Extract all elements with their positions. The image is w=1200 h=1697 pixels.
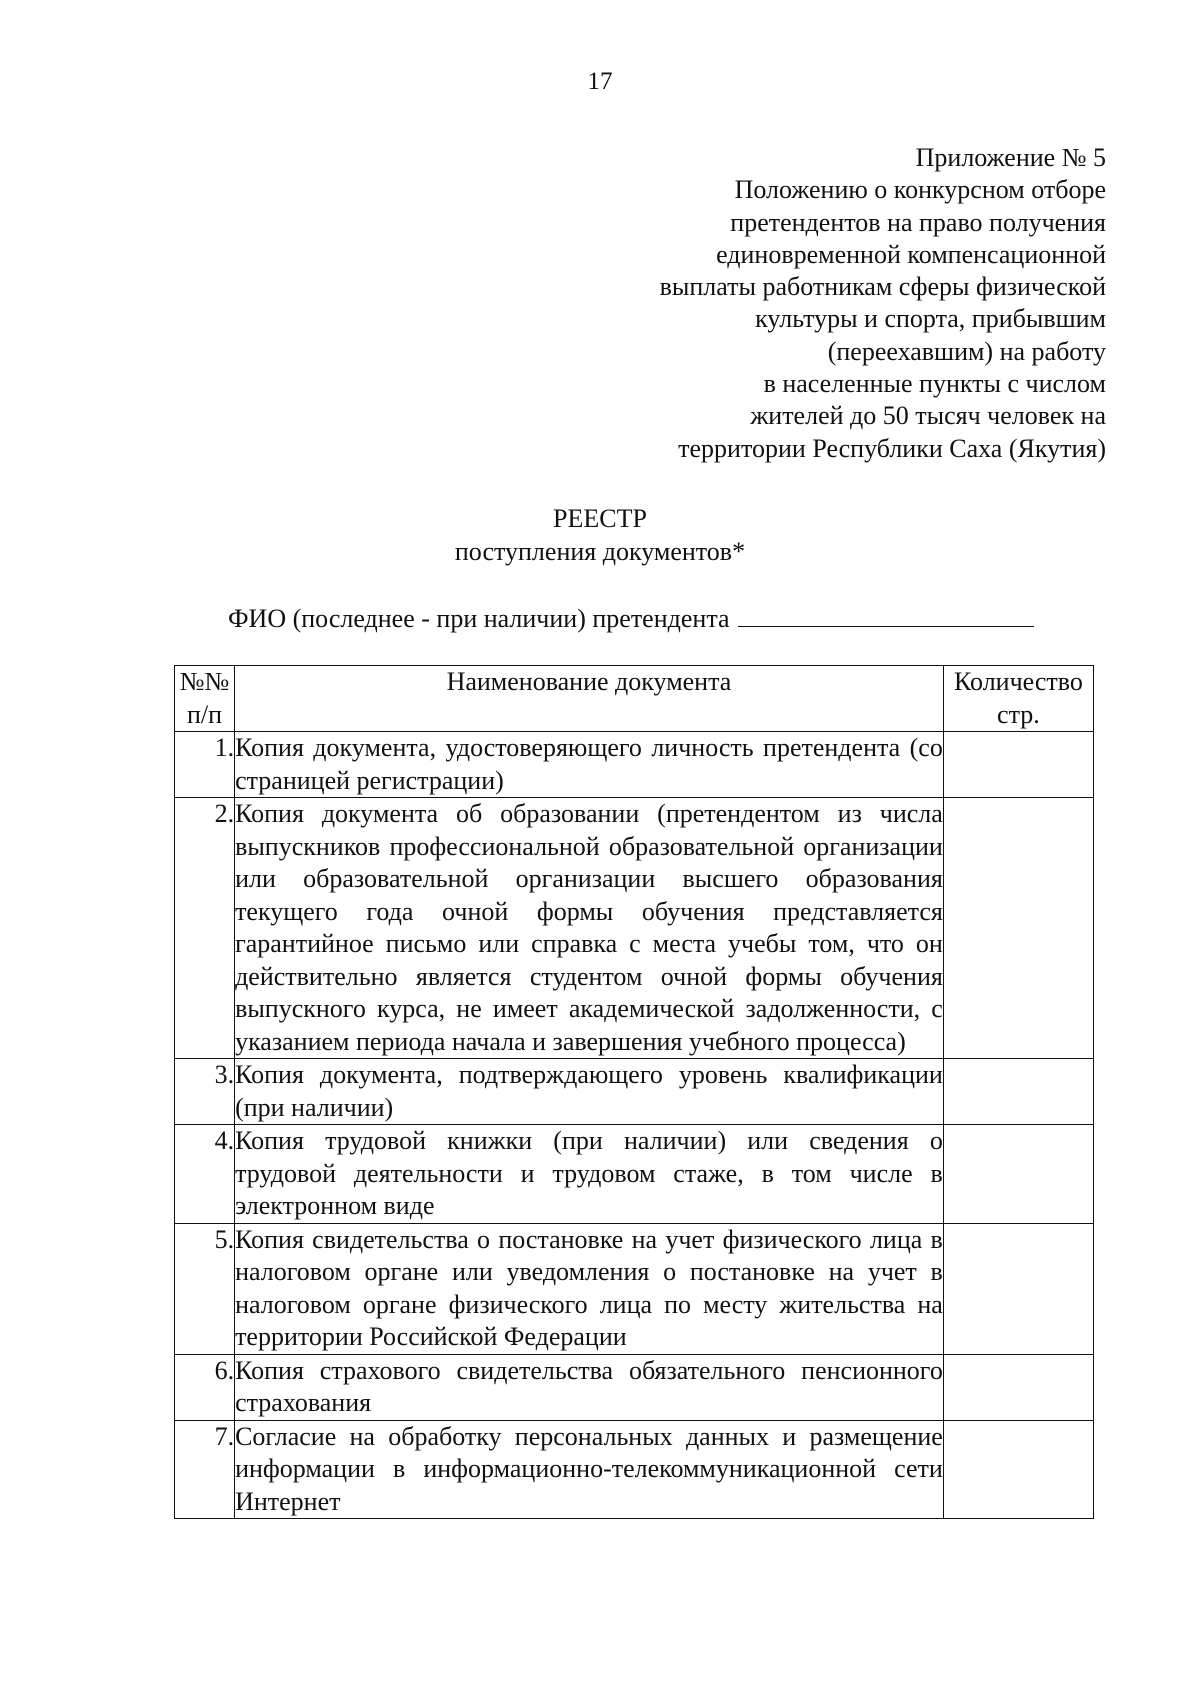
row-num: 5. — [175, 1223, 235, 1354]
registry-title: РЕЕСТР — [553, 504, 647, 533]
fio-row — [228, 602, 1034, 635]
table-header-row — [175, 666, 1094, 732]
row-document-name: Копия документа об образовании (претендентом из числа выпускников профессиональной образовательной организации или образовательной организации высшего образования текущего года очной формы обучения представляется гарантийное письмо или справка с места учебы том, что он действительно является студентом очной формы обучения выпускного курса, не имеет академической задолженности, с указанием периода начала и завершения учебного процесса) — [235, 798, 944, 1059]
row-page-count[interactable] — [943, 1223, 1093, 1354]
page-number: 17 — [587, 68, 613, 95]
row-document-name: Согласие на обработку персональных данных и размещение информации в информационно-телекоммуникационной сети Интернет — [235, 1420, 944, 1519]
documents-table — [174, 665, 1094, 1519]
row-document-name: Копия документа, подтверждающего уровень квалификации (при наличии) — [235, 1059, 944, 1125]
row-document-name: Копия трудовой книжки (при наличии) или сведения о трудовой деятельности и трудовом стаже, в том числе в электронном виде — [235, 1125, 944, 1224]
row-page-count[interactable] — [943, 798, 1093, 1059]
appendix-line: жителей до 50 тысяч человек на — [750, 401, 1106, 431]
header-name: Наименование документа — [235, 666, 944, 732]
row-document-name: Копия страхового свидетельства обязательного пенсионного страхования — [235, 1354, 944, 1420]
row-num: 4. — [175, 1125, 235, 1224]
appendix-line: выплаты работникам сферы физической — [659, 272, 1106, 302]
row-page-count[interactable] — [943, 1354, 1093, 1420]
row-page-count[interactable] — [943, 1420, 1093, 1519]
appendix-line: в населенные пункты с числом — [763, 369, 1106, 399]
table-row — [175, 732, 1094, 798]
appendix-line: территории Республики Саха (Якутия) — [678, 433, 1106, 463]
row-page-count[interactable] — [943, 732, 1093, 798]
table-row — [175, 1354, 1094, 1420]
appendix-line: единовременной компенсационной — [716, 239, 1106, 269]
row-num: 7. — [175, 1420, 235, 1519]
appendix-line: Приложение № 5 — [915, 143, 1106, 172]
row-num: 3. — [175, 1059, 235, 1125]
row-page-count[interactable] — [943, 1125, 1093, 1224]
table-row — [175, 1420, 1094, 1519]
table-row — [175, 1125, 1094, 1224]
fio-label: ФИО (последнее - при наличии) претендента — [228, 604, 730, 633]
row-document-name: Копия документа, удостоверяющего личность претендента (со страницей регистрации) — [235, 732, 944, 798]
table-row — [175, 1223, 1094, 1354]
appendix-line: Положению о конкурсном отборе — [734, 175, 1106, 205]
header-qty: Количество стр. — [943, 666, 1093, 732]
header-num: №№ п/п — [175, 666, 235, 732]
row-num: 1. — [175, 732, 235, 798]
fio-blank-field[interactable] — [738, 602, 1034, 627]
appendix-heading — [546, 142, 1106, 465]
row-num: 2. — [175, 798, 235, 1059]
row-document-name: Копия свидетельства о постановке на учет физического лица в налоговом органе или уведомления о постановке на учет в налоговом органе физического лица по месту жительства на территории Российской Федерации — [235, 1223, 944, 1354]
appendix-line: (переехавшим) на работу — [827, 336, 1106, 366]
row-page-count[interactable] — [943, 1059, 1093, 1125]
row-num: 6. — [175, 1354, 235, 1420]
table-row — [175, 798, 1094, 1059]
table-row — [175, 1059, 1094, 1125]
appendix-line: культуры и спорта, прибывшим — [755, 304, 1106, 334]
registry-subtitle: поступления документов* — [454, 537, 746, 566]
appendix-line: претендентов на право получения — [730, 207, 1106, 237]
